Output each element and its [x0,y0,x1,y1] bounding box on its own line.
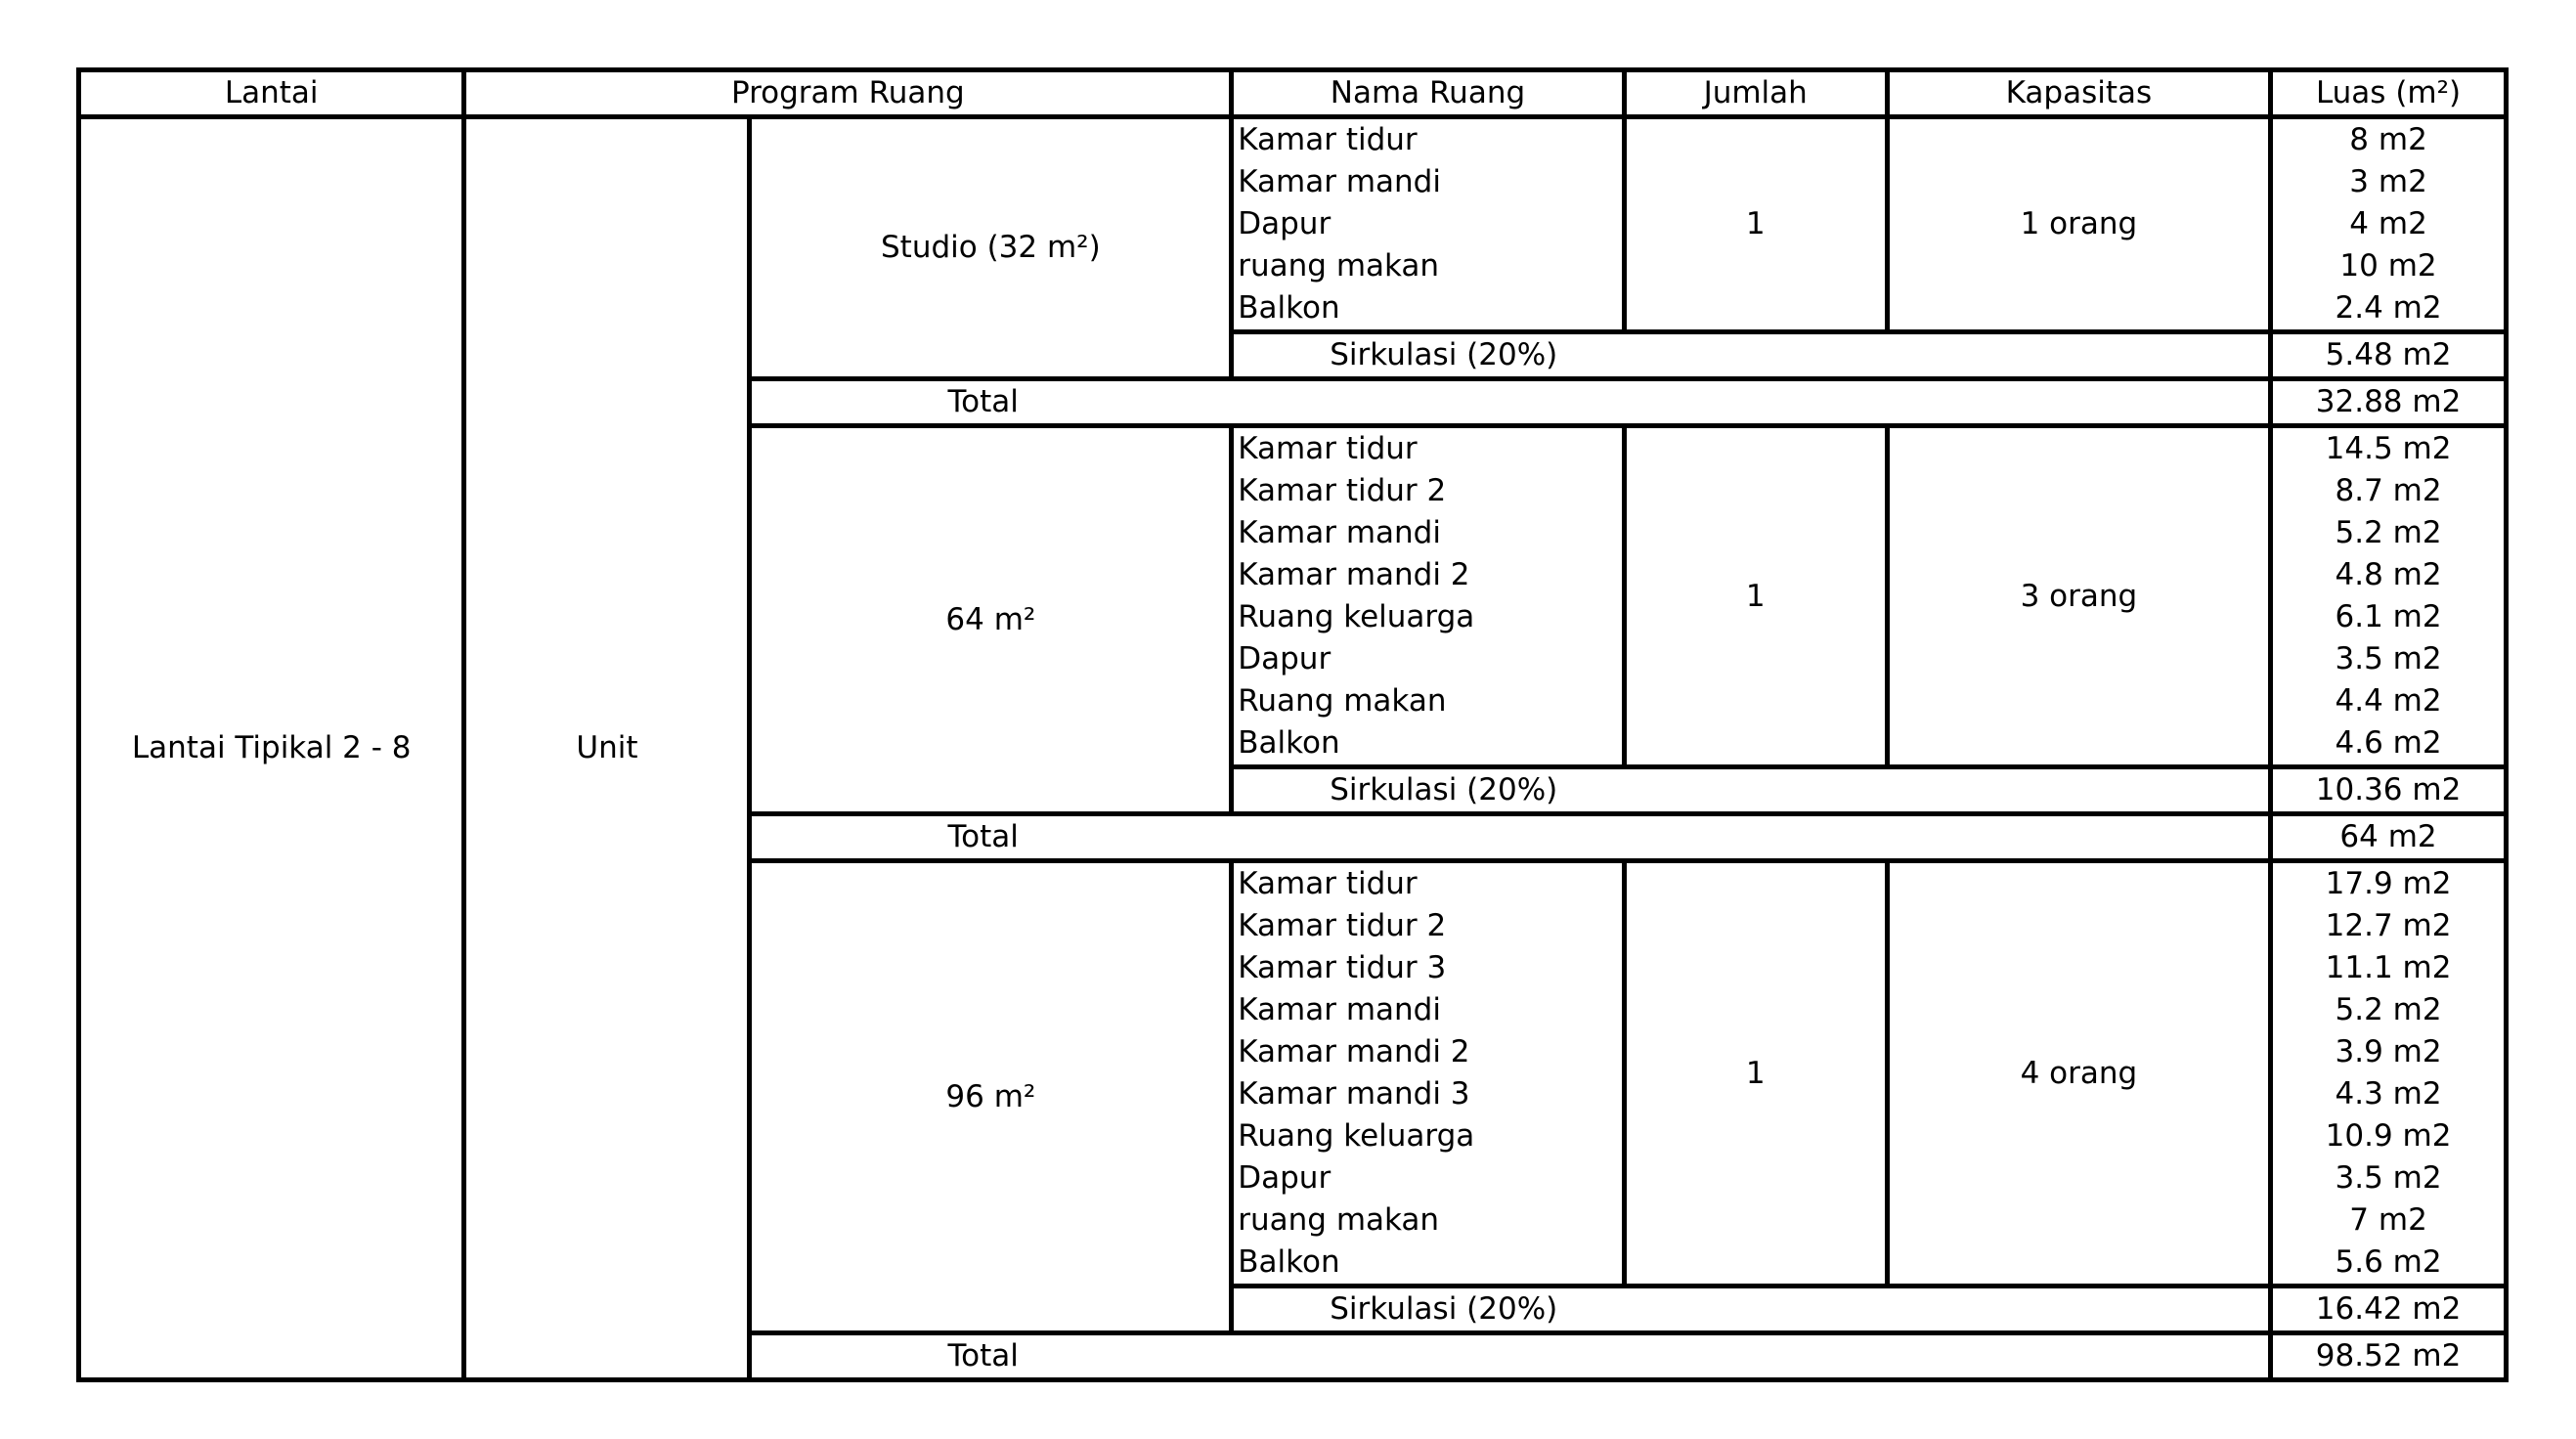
room-name: ruang makan [1232,245,1624,287]
room-name: Kamar tidur 2 [1232,470,1624,512]
kapasitas-cell: 4 orang [1887,861,2270,1286]
room-name: Kamar tidur [1232,861,1624,906]
sirkulasi-area: 16.42 m2 [2271,1286,2507,1333]
room-area: 3.5 m2 [2271,638,2507,680]
room-name: Balkon [1232,1242,1624,1286]
room-name: Kamar mandi 3 [1232,1073,1624,1115]
room-name: Kamar mandi 2 [1232,554,1624,596]
room-area: 3.5 m2 [2271,1157,2507,1199]
room-name: Kamar tidur 2 [1232,905,1624,947]
room-area: 3.9 m2 [2271,1031,2507,1073]
room-area: 4 m2 [2271,203,2507,245]
room-name: Kamar mandi 2 [1232,1031,1624,1073]
sirkulasi-label: Sirkulasi (20%) [1232,1286,2271,1333]
room-name: Kamar tidur [1232,117,1624,162]
sirkulasi-label: Sirkulasi (20%) [1232,332,2271,379]
room-name: Ruang makan [1232,680,1624,722]
jumlah-cell: 1 [1624,117,1887,332]
room-name: Dapur [1232,1157,1624,1199]
room-name: Kamar mandi [1232,512,1624,554]
room-name: Kamar mandi [1232,989,1624,1031]
header-program-ruang: Program Ruang [464,70,1232,117]
room-area: 4.8 m2 [2271,554,2507,596]
total-label: Total [750,379,2271,426]
room-row [79,117,2507,162]
room-area: 14.5 m2 [2271,426,2507,471]
room-name: ruang makan [1232,1199,1624,1242]
room-area: 10.9 m2 [2271,1115,2507,1157]
room-area: 5.2 m2 [2271,512,2507,554]
room-area: 5.6 m2 [2271,1242,2507,1286]
room-area: 17.9 m2 [2271,861,2507,906]
room-name: Balkon [1232,287,1624,332]
room-name: Dapur [1232,638,1624,680]
room-program-table [76,67,2509,1382]
room-area: 4.3 m2 [2271,1073,2507,1115]
room-area: 8.7 m2 [2271,470,2507,512]
lantai-cell: Lantai Tipikal 2 - 8 [79,117,464,1380]
unit-type-label: 64 m² [750,426,1232,814]
room-name: Ruang keluarga [1232,596,1624,638]
room-name: Dapur [1232,203,1624,245]
header-luas: Luas (m²) [2271,70,2507,117]
total-label: Total [750,1333,2271,1380]
program-cell: Unit [464,117,750,1380]
header-jumlah: Jumlah [1624,70,1887,117]
total-area: 64 m2 [2271,814,2507,861]
room-name: Balkon [1232,722,1624,767]
total-area: 32.88 m2 [2271,379,2507,426]
kapasitas-cell: 1 orang [1887,117,2270,332]
room-area: 2.4 m2 [2271,287,2507,332]
sirkulasi-area: 10.36 m2 [2271,767,2507,814]
unit-type-label: 96 m² [750,861,1232,1333]
room-area: 12.7 m2 [2271,905,2507,947]
room-name: Kamar mandi [1232,161,1624,203]
header-row [79,70,2507,117]
room-area: 10 m2 [2271,245,2507,287]
room-name: Kamar tidur [1232,426,1624,471]
room-area: 4.6 m2 [2271,722,2507,767]
room-name: Kamar tidur 3 [1232,947,1624,989]
kapasitas-cell: 3 orang [1887,426,2270,767]
room-area: 5.2 m2 [2271,989,2507,1031]
room-area: 4.4 m2 [2271,680,2507,722]
room-area: 3 m2 [2271,161,2507,203]
room-name: Ruang keluarga [1232,1115,1624,1157]
header-nama-ruang: Nama Ruang [1232,70,1624,117]
sirkulasi-label: Sirkulasi (20%) [1232,767,2271,814]
room-area: 8 m2 [2271,117,2507,162]
room-area: 6.1 m2 [2271,596,2507,638]
sirkulasi-area: 5.48 m2 [2271,332,2507,379]
total-area: 98.52 m2 [2271,1333,2507,1380]
total-label: Total [750,814,2271,861]
header-lantai: Lantai [79,70,464,117]
header-kapasitas: Kapasitas [1887,70,2270,117]
jumlah-cell: 1 [1624,426,1887,767]
room-area: 7 m2 [2271,1199,2507,1242]
unit-type-label: Studio (32 m²) [750,117,1232,379]
jumlah-cell: 1 [1624,861,1887,1286]
room-area: 11.1 m2 [2271,947,2507,989]
